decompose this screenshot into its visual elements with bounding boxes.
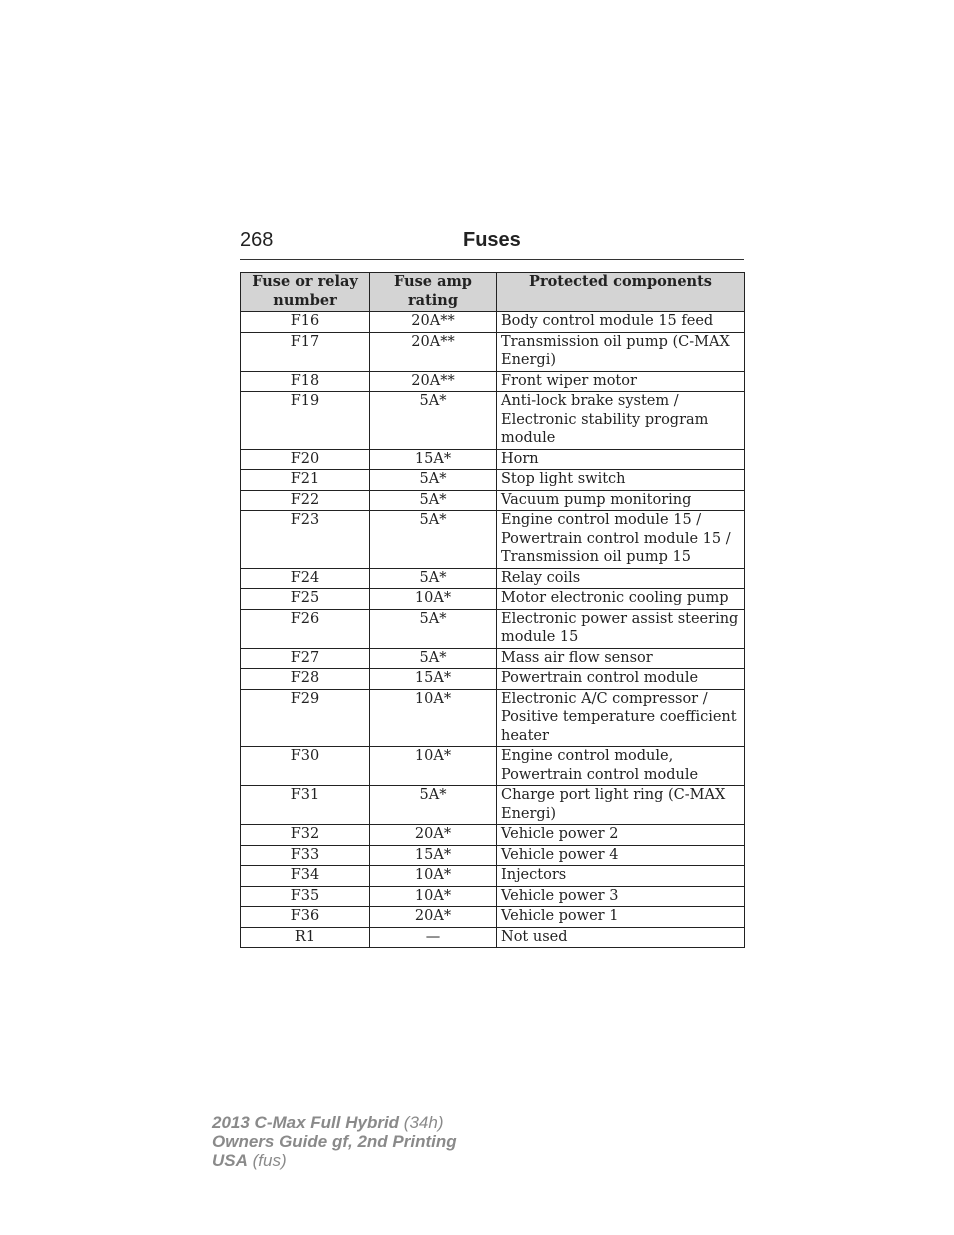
amp-rating-cell: 20A* xyxy=(370,825,497,846)
page-number: 268 xyxy=(240,229,274,251)
protected-component-cell: Electronic A/C compressor / Positive temperature coefficient heater xyxy=(497,689,745,747)
amp-rating-cell: 10A* xyxy=(370,589,497,610)
fuse-number-cell: F31 xyxy=(241,786,370,825)
table-row xyxy=(241,312,745,333)
amp-rating-cell: 10A* xyxy=(370,689,497,747)
amp-rating-cell: 5A* xyxy=(370,786,497,825)
protected-component-cell: Electronic power assist steering module 15 xyxy=(497,609,745,648)
fuse-number-cell: F19 xyxy=(241,392,370,450)
amp-rating-cell: 10A* xyxy=(370,866,497,887)
table-row xyxy=(241,907,745,928)
amp-rating-cell: 10A* xyxy=(370,886,497,907)
protected-component-cell: Body control module 15 feed xyxy=(497,312,745,333)
protected-component-cell: Engine control module, Powertrain control module xyxy=(497,747,745,786)
table-row xyxy=(241,589,745,610)
table-row xyxy=(241,747,745,786)
fuse-number-cell: F17 xyxy=(241,332,370,371)
fuse-number-cell: F22 xyxy=(241,490,370,511)
protected-component-cell: Vehicle power 3 xyxy=(497,886,745,907)
table-row xyxy=(241,648,745,669)
fuse-number-cell: F35 xyxy=(241,886,370,907)
amp-rating-cell: 5A* xyxy=(370,470,497,491)
protected-component-cell: Front wiper motor xyxy=(497,371,745,392)
amp-rating-cell: 5A* xyxy=(370,568,497,589)
protected-component-cell: Horn xyxy=(497,449,745,470)
table-row xyxy=(241,371,745,392)
amp-rating-cell: 5A* xyxy=(370,490,497,511)
table-row xyxy=(241,449,745,470)
table-row xyxy=(241,786,745,825)
protected-component-cell: Motor electronic cooling pump xyxy=(497,589,745,610)
protected-component-cell: Vehicle power 2 xyxy=(497,825,745,846)
fuse-number-cell: F25 xyxy=(241,589,370,610)
amp-rating-cell: 5A* xyxy=(370,392,497,450)
table-row xyxy=(241,689,745,747)
amp-rating-cell: 5A* xyxy=(370,648,497,669)
fuse-number-cell: F20 xyxy=(241,449,370,470)
fuse-table xyxy=(240,272,745,948)
fuse-number-cell: F33 xyxy=(241,845,370,866)
table-row xyxy=(241,490,745,511)
footer xyxy=(212,1113,457,1170)
amp-rating-cell: 20A** xyxy=(370,332,497,371)
amp-rating-cell: 20A** xyxy=(370,371,497,392)
table-row xyxy=(241,845,745,866)
table-row xyxy=(241,927,745,948)
amp-rating-cell: — xyxy=(370,927,497,948)
fuse-number-cell: F32 xyxy=(241,825,370,846)
protected-component-cell: Mass air flow sensor xyxy=(497,648,745,669)
fuse-number-cell: R1 xyxy=(241,927,370,948)
table-row xyxy=(241,886,745,907)
footer-line-3: USA (fus) xyxy=(212,1151,287,1170)
header-amp-rating: Fuse amp rating xyxy=(370,273,497,312)
fuse-number-cell: F28 xyxy=(241,669,370,690)
protected-component-cell: Vehicle power 1 xyxy=(497,907,745,928)
amp-rating-cell: 15A* xyxy=(370,845,497,866)
fuse-number-cell: F23 xyxy=(241,511,370,569)
section-title: Fuses xyxy=(463,229,521,251)
amp-rating-cell: 20A* xyxy=(370,907,497,928)
table-row xyxy=(241,825,745,846)
fuse-number-cell: F26 xyxy=(241,609,370,648)
protected-component-cell: Powertrain control module xyxy=(497,669,745,690)
table-header-row xyxy=(241,273,745,312)
protected-component-cell: Stop light switch xyxy=(497,470,745,491)
table-row xyxy=(241,470,745,491)
fuse-number-cell: F21 xyxy=(241,470,370,491)
header-fuse-number: Fuse or relay number xyxy=(241,273,370,312)
footer-line-2: Owners Guide gf, 2nd Printing xyxy=(212,1132,457,1151)
amp-rating-cell: 5A* xyxy=(370,511,497,569)
table-row xyxy=(241,392,745,450)
fuse-number-cell: F30 xyxy=(241,747,370,786)
fuse-number-cell: F36 xyxy=(241,907,370,928)
protected-component-cell: Injectors xyxy=(497,866,745,887)
fuse-number-cell: F34 xyxy=(241,866,370,887)
table-row xyxy=(241,669,745,690)
table-row xyxy=(241,511,745,569)
table-row xyxy=(241,568,745,589)
page-header xyxy=(240,229,744,260)
table-row xyxy=(241,609,745,648)
fuse-number-cell: F24 xyxy=(241,568,370,589)
amp-rating-cell: 15A* xyxy=(370,449,497,470)
footer-line-1: 2013 C-Max Full Hybrid (34h) xyxy=(212,1113,444,1132)
table-row xyxy=(241,866,745,887)
amp-rating-cell: 5A* xyxy=(370,609,497,648)
protected-component-cell: Anti-lock brake system / Electronic stability program module xyxy=(497,392,745,450)
fuse-number-cell: F29 xyxy=(241,689,370,747)
fuse-number-cell: F16 xyxy=(241,312,370,333)
amp-rating-cell: 15A* xyxy=(370,669,497,690)
header-protected-components: Protected components xyxy=(497,273,745,312)
protected-component-cell: Not used xyxy=(497,927,745,948)
amp-rating-cell: 10A* xyxy=(370,747,497,786)
fuse-number-cell: F18 xyxy=(241,371,370,392)
protected-component-cell: Relay coils xyxy=(497,568,745,589)
protected-component-cell: Charge port light ring (C-MAX Energi) xyxy=(497,786,745,825)
protected-component-cell: Engine control module 15 / Powertrain control module 15 / Transmission oil pump 15 xyxy=(497,511,745,569)
protected-component-cell: Transmission oil pump (C-MAX Energi) xyxy=(497,332,745,371)
fuse-number-cell: F27 xyxy=(241,648,370,669)
amp-rating-cell: 20A** xyxy=(370,312,497,333)
table-row xyxy=(241,332,745,371)
protected-component-cell: Vacuum pump monitoring xyxy=(497,490,745,511)
protected-component-cell: Vehicle power 4 xyxy=(497,845,745,866)
